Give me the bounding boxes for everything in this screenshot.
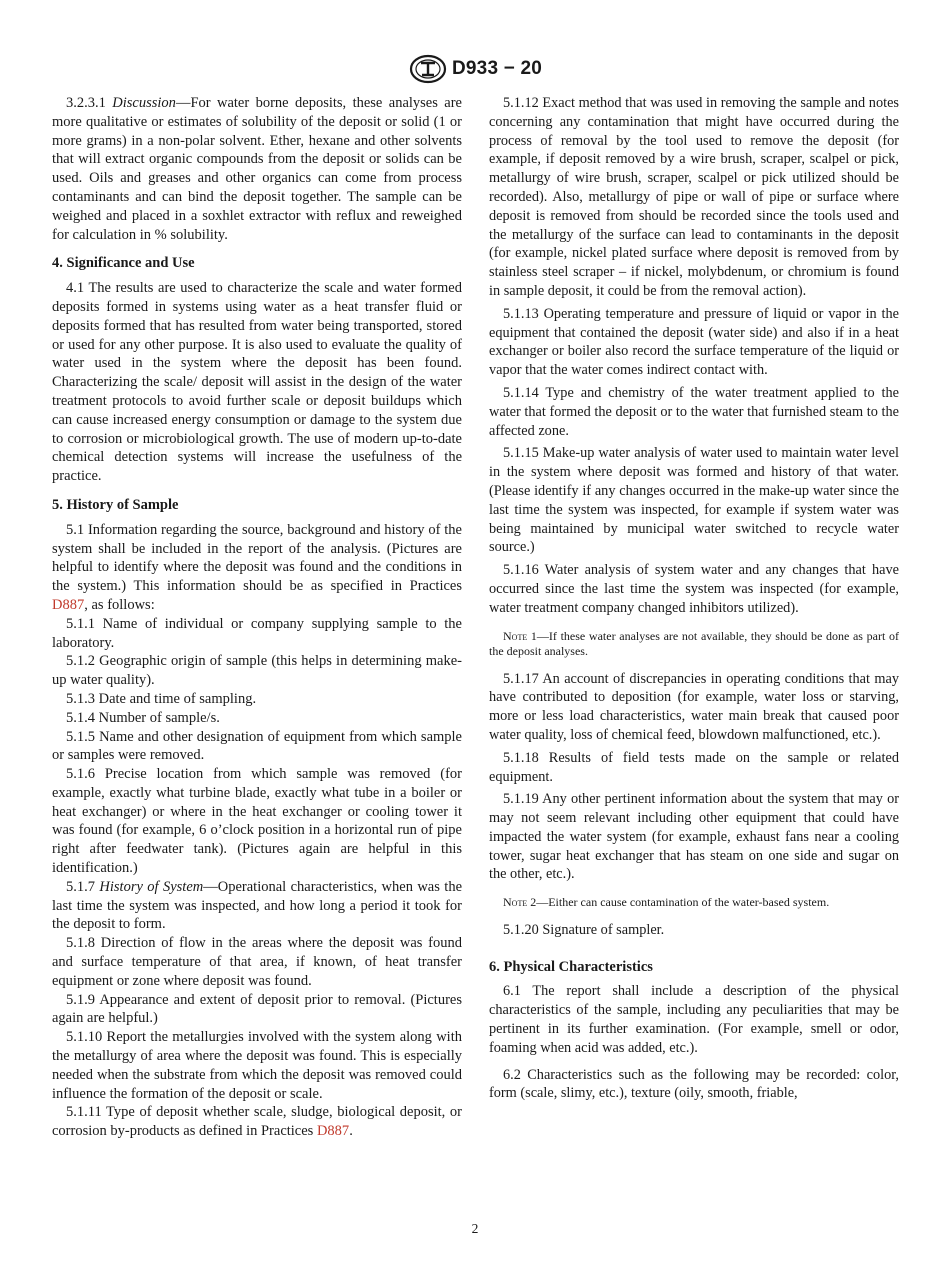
paragraph-5-1-5: 5.1.5 Name and other designation of equipment from which sample or samples were removed. [52,728,462,764]
paragraph-5-1-17: 5.1.17 An account of discrepancies in operating conditions that may have contributed to deposition (for example, water loss or starving, more or less load characteristics, water main break that caused poor water quality, loss of chemical feed, blowdown malfunctioned, etc.). [489,670,899,743]
paragraph-5-1-4: 5.1.4 Number of sample/s. [66,709,220,726]
paragraph-5-1-16: 5.1.16 Water analysis of system water and any changes that have occurred since the last time the system was inspected (for example, water treatment company changed inhibitors utilized). [489,562,899,616]
paragraph-5-1-6: 5.1.6 Precise location from which sample was removed (for example, exactly what turbine blade, exactly what tube in a boiler or heat exchanger) or where in the heat exchanger or cooling tower it was found (for example, 6 o’clock position in a horizontal run of pipe right after feedwater tank). (Pictures again are helpful in this identification.) [52,766,462,877]
term-history-of-system: History of System [99,878,204,895]
paragraph-6-2: 6.2 Characteristics such as the following may be recorded: color, form (scale, slimy, etc.), texture (oily, smooth, friable, [489,1066,899,1102]
paragraph-5-1-7: 5.1.7 History of System—Operational characteristics, when was the last time the system was inspected, and how long a period it took for the deposit to form. [52,878,463,933]
right-column [489,94,899,1103]
paragraph-5-1-9: 5.1.9 Appearance and extent of deposit prior to removal. (Pictures again are helpful.) [52,991,462,1027]
reference-link-d887[interactable]: D887 [52,596,85,613]
paragraph-5-1-8: 5.1.8 Direction of flow in the areas where the deposit was found and surface temperature of that area, if known, of heat transfer equipment or zone where deposit was found. [52,935,462,989]
paragraph-5-1-3: 5.1.3 Date and time of sampling. [66,690,257,707]
section-heading-5: 5. History of Sample [52,496,179,513]
page-number: 2 [471,1221,479,1236]
paragraph-5-1-15: 5.1.15 Make-up water analysis of water used to maintain water level in the system where deposit was formed and history of that water. (Please identify if any changes occurred in the make-up water since the last time the system was inspected, for example if system water was being maintained by municipal water switched to recycle water source.) [489,445,899,556]
astm-logo-icon [408,54,448,84]
section-heading-4: 4. Significance and Use [52,255,195,272]
page-header [0,54,950,84]
term-discussion: Discussion [112,95,176,111]
reference-link-d887[interactable]: D887 [316,1123,350,1140]
paragraph-5-1-2: 5.1.2 Geographic origin of sample (this helps in determining make-up water quality). [52,653,462,689]
paragraph-5-1-13: 5.1.13 Operating temperature and pressure of liquid or vapor in the equipment that contained the deposit (water side) and also if in a heat exchanger or boiler also record the surface temperature of the liquid or vapor that the water comes indirect contact with. [489,305,899,379]
standard-designation: D933 − 20 [451,58,542,79]
paragraph-5-1-18: 5.1.18 Results of field tests made on the sample or related equipment. [489,749,899,785]
note-1: Note 1—If these water analyses are not available, they should be done as part of the deposit analyses. [489,628,899,659]
paragraph-5-1-14: 5.1.14 Type and chemistry of the water treatment applied to the water that formed the deposit or to the water that furnished steam to the affected zone. [489,384,899,439]
paragraph-4-1: 4.1 The results are used to characterize the scale and water formed deposits formed in systems using water as a heat transfer fluid or deposits formed that has resulted from water being transported, stored or used for any other purpose. It is also used to evaluate the quality of water used in the system where the deposit has been found. Characterizing the scale/ deposit will assist in the design of the water treatment protocols to avoid further scale or deposit buildups which can cause increased energy consumption or damage to the system due to corrosion or microbiological growth. The use of modern up-to-date chemical detection systems will increase the usefulness of the practice. [52,280,462,485]
section-heading-6: 6. Physical Characteristics [489,958,653,975]
note-2: Note 2—Either can cause contamination of the water-based system. [503,895,830,910]
paragraph-5-1-20: 5.1.20 Signature of sampler. [503,921,665,938]
paragraph-5-1-10: 5.1.10 Report the metallurgies involved with the system along with the metallurgy of area where the deposit was found. This is especially needed when the substrate from which the deposit was removed could influence the formation of the deposit or scale. [52,1029,462,1102]
paragraph-3-2-3-1: 3.2.3.1 Discussion—For water borne deposits, these analyses are more qualitative or estimates of solubility of the deposit or solid (1 or more grams) in a non-polar solvent. Ether, hexane and other solvents that will extract organic compounds from the deposit or solids can be used. Oils and greases and other organics can come from process contaminants and can bind the deposit together. The sample can be weighed and placed in a soxhlet extractor with reflux and reweighed for calculation in % solubility. [52,95,462,243]
paragraph-6-1: 6.1 The report shall include a description of the physical characteristics of the sample, including any peculiarities that may be pertinent in its further examination. (For example, smell or odor, foaming when acid was added, etc.). [489,983,899,1056]
paragraph-5-1-1: 5.1.1 Name of individual or company supplying sample to the laboratory. [52,615,462,651]
paragraph-5-1-11: 5.1.11 Type of deposit whether scale, sludge, biological deposit, or corrosion by-products as defined in Practices D887. [52,1104,462,1140]
left-column [52,94,462,1141]
paragraph-5-1-19: 5.1.19 Any other pertinent information about the system that may or may not seem relevant including other equipment that could have impacted the water system (for example, exhaust fans near a cooling tower, sugar heat exchanger that has steam on one side and sugar on the other, etc.). [489,791,899,883]
paragraph-5-1-12: 5.1.12 Exact method that was used in removing the sample and notes concerning any contamination that might have occurred during the process of removal by the tool used to remove the deposit (for example, if deposit removed by a wire brush, scraper, scalpel or pick, metallurgy of wire brush, scraper, scalpel or pick utilized should be recorded). Also, metallurgy of pipe or wall of pipe or surface where deposit is removed from should be recorded since the tools used and the metallurgy of the surface can lead to contaminants in the deposit (for example, nickel plated surface where deposit is removed from by stainless steel scraper – if nickel, molybdenum, or chromium is found in sample deposit, it could be from the removal action). [489,95,899,299]
paragraph-5-1: 5.1 Information regarding the source, background and history of the system shall be included in the report of the analysis. (Pictures are helpful to identify where the deposit was found and the conditions in the system.) This information should be as specified in Practices D887, as follows: [52,521,462,613]
